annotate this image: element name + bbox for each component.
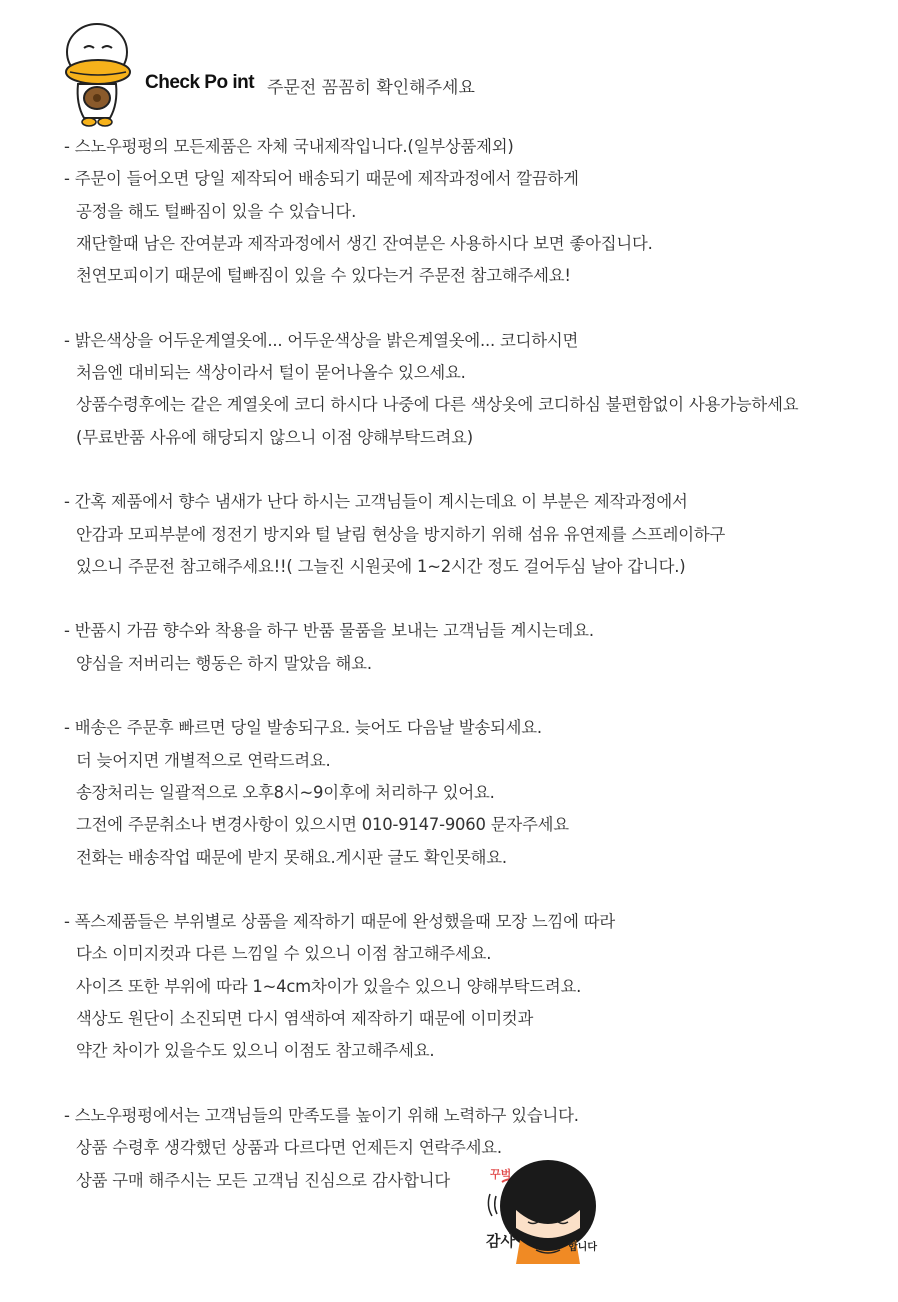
notice-line: 색상도 원단이 소진되면 다시 염색하여 제작하기 때문에 이미컷과 [76,1009,534,1029]
notice-paragraph [64,712,884,873]
notice-line: 송장처리는 일괄적으로 오후8시~9이후에 처리하구 있어요. [76,782,495,802]
notice-line: 상품 구매 해주시는 모든 고객님 진심으로 감사합니다 [76,1170,450,1190]
notice-line: 더 늦어지면 개별적으로 연락드려요. [76,750,331,770]
notice-line: 처음엔 대비되는 색상이라서 털이 묻어나올수 있으세요. [76,363,466,383]
notice-paragraph [64,325,884,454]
notice-line: 사이즈 또한 부위에 따라 1~4cm차이가 있을수 있으니 양해부탁드려요. [76,976,582,996]
notice-line: 전화는 배송작업 때문에 받지 못해요.게시판 글도 확인못해요. [76,847,507,867]
notice-line: 양심을 저버리는 행동은 하지 말았음 해요. [76,653,372,673]
notice-paragraph [64,906,884,1067]
notice-line: 상품수령후에는 같은 계열옷에 코디 하시다 나중에 다른 색상옷에 코디하심 불편함없이 사용가능하세요 [76,395,799,415]
notice-body [64,131,884,1197]
notice-line: - 반품시 가끔 향수와 착용을 하구 반품 물품을 보내는 고객님들 계시는데요. [64,621,594,641]
notice-line: 약간 차이가 있을수도 있으니 이점도 참고해주세요. [76,1041,435,1061]
notice-line: - 폭스제품들은 부위별로 상품을 제작하기 때문에 완성했을때 모장 느낌에 따라 [64,912,616,932]
notice-line: 있으니 주문전 참고해주세요!!( 그늘진 시원곳에 1~2시간 정도 걸어두심 날아 갑니다.) [76,556,686,576]
notice-line: - 밝은색상을 어두운계열옷에... 어두운색상을 밝은계열옷에... 코디하시면 [64,330,579,350]
notice-line: 재단할때 남은 잔여분과 제작과정에서 생긴 잔여분은 사용하시다 보면 좋아집니다. [76,233,653,253]
sticker-text-top: 꾸벅 [490,1168,512,1181]
notice-paragraph [64,486,884,583]
notice-paragraph [64,615,884,680]
notice-line: - 배송은 주문후 빠르면 당일 발송되구요. 늦어도 다음날 발송되세요. [64,718,542,738]
notice-line: - 주문이 들어오면 당일 제작되어 배송되기 때문에 제작과정에서 깔끔하게 [64,169,579,189]
notice-paragraph [64,163,884,292]
sticker-text-left: 감사 [486,1232,515,1250]
notice-line: - 간혹 제품에서 향수 냄새가 난다 하시는 고객님들이 계시는데요 이 부분은 제작과정에서 [64,492,688,512]
notice-line: (무료반품 사유에 해당되지 않으니 이점 양해부탁드려요) [76,427,474,447]
notice-line: 안감과 모피부분에 정전기 방지와 털 날림 현상을 방지하기 위해 섬유 유연제를 스프레이하구 [76,524,726,544]
notice-line: 상품 수령후 생각했던 상품과 다르다면 언제든지 연락주세요. [76,1138,502,1158]
notice-line: 공정을 해도 털빠짐이 있을 수 있습니다. [76,201,357,221]
bowing-girl-sticker-icon [482,1158,612,1268]
notice-paragraph [64,131,884,163]
duck-mascot-icon [64,22,134,130]
checkpoint-header [64,22,864,132]
checkpoint-title: Check Po int [145,72,255,93]
notice-line: - 스노우펑펑에서는 고객님들의 만족도를 높이기 위해 노력하구 있습니다. [64,1105,579,1125]
notice-line: 천연모피이기 때문에 털빠짐이 있을 수 있다는거 주문전 참고해주세요! [76,266,571,286]
notice-line: - 스노우펑펑의 모든제품은 자체 국내제작입니다.(일부상품제외) [64,137,514,156]
notice-line: 그전에 주문취소나 변경사항이 있으시면 010-9147-9060 문자주세요 [76,815,569,835]
sticker-text-right: 합니다 [568,1242,597,1253]
notice-paragraph [64,1100,884,1197]
notice-line: 다소 이미지컷과 다른 느낌일 수 있으니 이점 참고해주세요. [76,944,492,964]
checkpoint-subtitle: 주문전 꼼꼼히 확인해주세요 [267,78,475,98]
